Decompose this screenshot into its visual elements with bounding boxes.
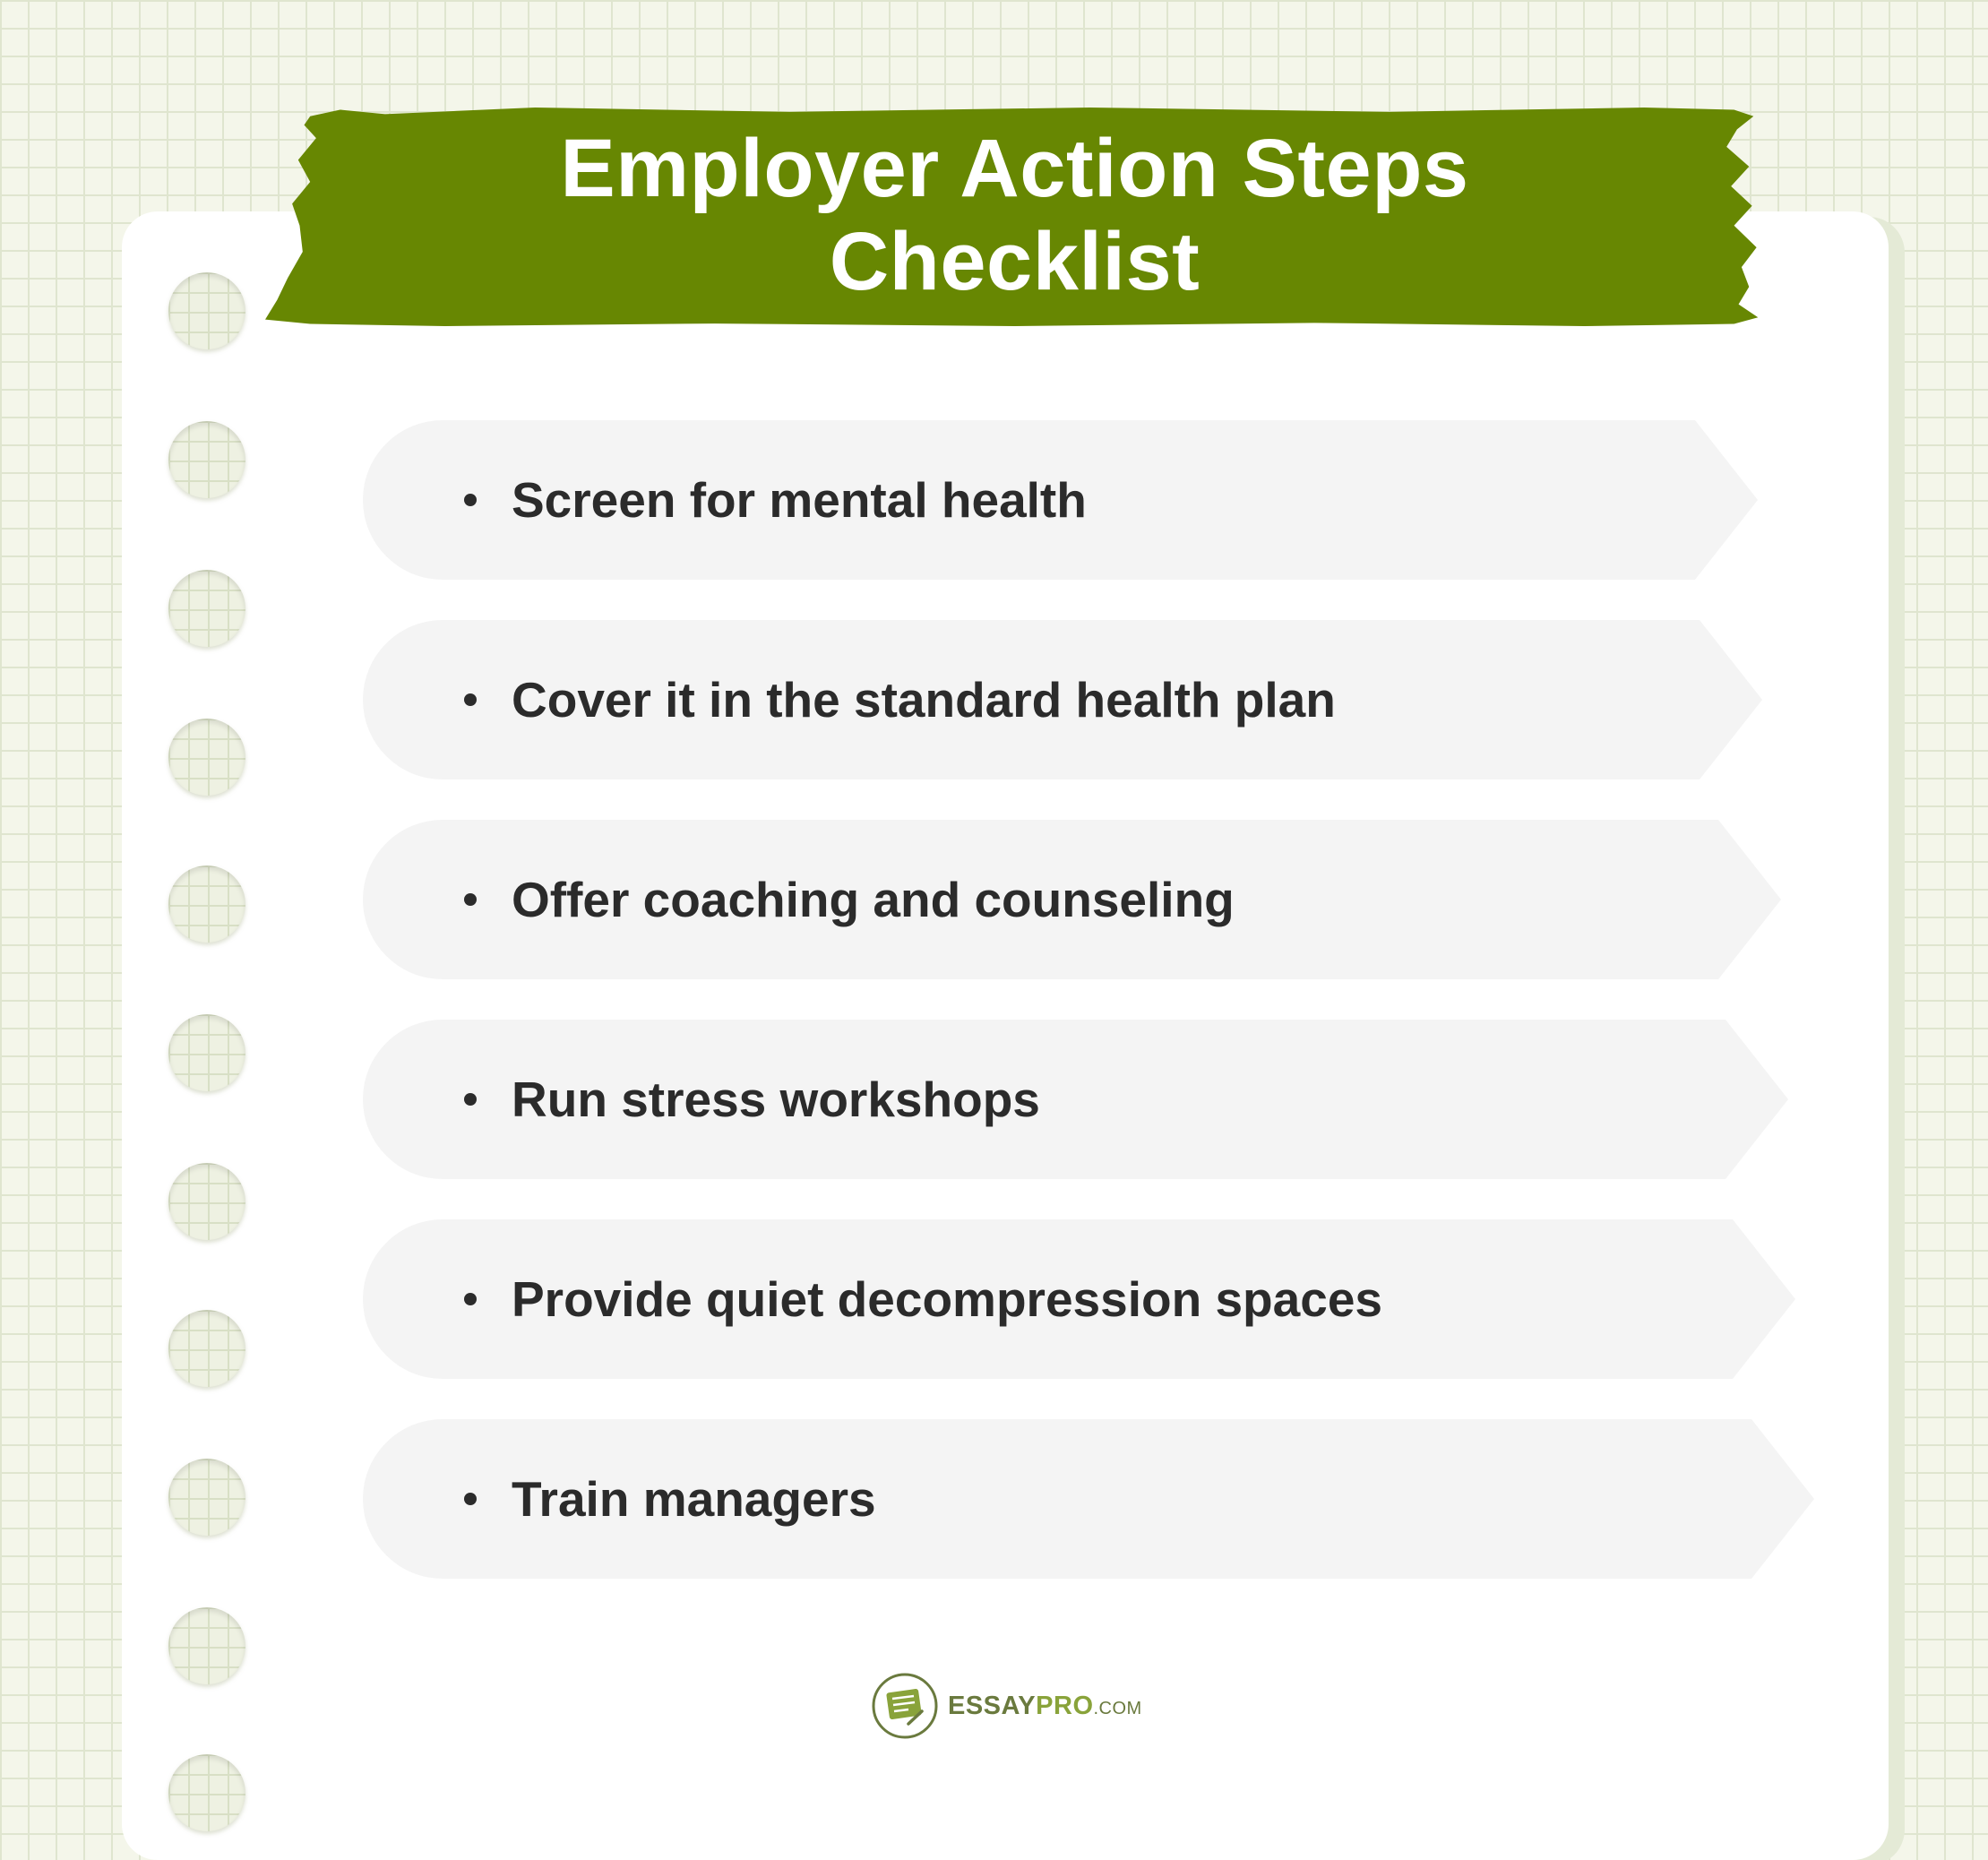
page-title [265,122,1764,308]
logo-text-main: ESSAY [948,1691,1037,1720]
checklist-item-label: Train managers [512,1471,876,1527]
binder-hole [168,1754,245,1831]
bullet-icon [464,1293,477,1305]
bullet-icon [464,1093,477,1106]
checklist-item [363,420,1814,580]
logo-text-suffix: .COM [1093,1698,1142,1718]
checklist-item-label: Offer coaching and counseling [512,872,1235,927]
binder-hole [168,421,245,498]
binder-hole [168,1607,245,1684]
checklist-item [363,820,1814,979]
checklist [363,420,1814,1619]
binder-hole [168,1310,245,1387]
bullet-icon [464,693,477,706]
binder-hole [168,865,245,943]
binder-hole [168,1163,245,1240]
checklist-item-label: Cover it in the standard health plan [512,672,1336,728]
checklist-item-label: Run stress workshops [512,1072,1040,1127]
checklist-item-label: Provide quiet decompression spaces [512,1271,1383,1327]
essay-document-icon [871,1672,939,1740]
checklist-item [363,620,1814,779]
logo-text [948,1692,1142,1721]
logo-text-accent: PRO [1036,1691,1094,1720]
bullet-icon [464,1493,477,1505]
bullet-icon [464,893,477,906]
brand-logo[interactable] [871,1672,1142,1740]
checklist-item [363,1020,1814,1179]
checklist-item [363,1219,1814,1379]
checklist-item-label: Screen for mental health [512,472,1087,528]
binder-hole [168,719,245,796]
title-line-1: Employer Action Steps [560,123,1469,214]
binder-hole [168,1459,245,1536]
binder-hole [168,570,245,647]
binder-hole [168,272,245,349]
bullet-icon [464,494,477,506]
binder-hole [168,1014,245,1091]
title-line-2: Checklist [829,216,1201,307]
checklist-item [363,1419,1814,1579]
